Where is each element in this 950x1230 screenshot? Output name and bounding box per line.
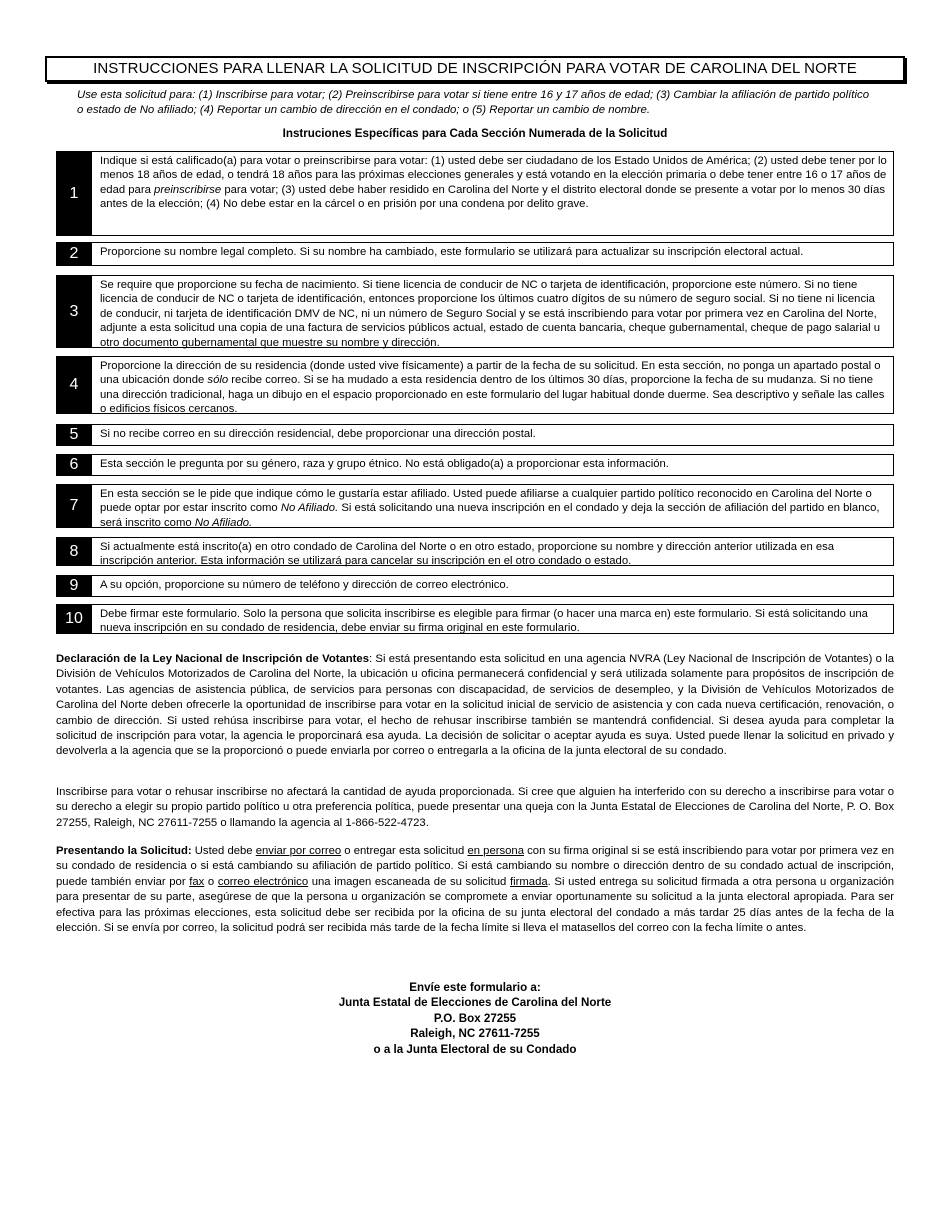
section-number: 5 <box>56 424 92 446</box>
intro-text: Use esta solicitud para: (1) Inscribirse para votar; (2) Preinscribirse para votar si tiene entre 16 y 17 años de edad; (3) Cambiar la afiliación de partido político o estado de No afiliado; (4) Reportar un cambio de dirección en el condado; o (5) Reportar un cambio de nombre. <box>77 89 870 116</box>
section-3 <box>56 275 894 348</box>
section-text: A su opción, proporcione su número de teléfono y dirección de correo electrónico. <box>92 575 894 597</box>
section-1 <box>56 151 894 236</box>
section-text: Proporcione su nombre legal completo. Si su nombre ha cambiado, este formulario se utilizará para actualizar su inscripción electoral actual. <box>92 242 894 266</box>
section-4 <box>56 356 894 414</box>
section-number: 4 <box>56 356 92 414</box>
mailing-address <box>56 980 894 1057</box>
submission-paragraph: Presentando la Solicitud: Usted debe enviar por correo o entregar esta solicitud en persona con su firma original si se está inscribiendo para votar por primera vez en su condado de residencia o si está cambiando su afiliación de partido político. Si está cambiando su nombre o dirección dentro de su condado actual de inscripción, puede también enviar por fax o correo electrónico una imagen escaneada de su solicitud firmada. Si usted entrega su solicitud firmada a otra persona u organización para presentar de su parte, asegúrese de que la persona u organización se compromete a enviar oportunamente su solicitud a la junta electoral apropiada. Para ser efectiva para las próximas elecciones, esta solicitud debe ser recibida por la oficina de su junta electoral del condado a más tardar 25 días antes de la fecha de la elección. Si se envía por correo, la solicitud podrá ser recibida más tarde de la fecha límite si lleva el matasellos del correo con la fecha límite o antes. <box>56 845 895 935</box>
section-text: Si actualmente está inscrito(a) en otro condado de Carolina del Norte o en otro estado, proporcione su nombre y dirección anterior utilizada en esa inscripción anterior. Esta información se utilizará para cancelar su inscripción en el otro condado o estado. <box>92 537 894 566</box>
address-line: Raleigh, NC 27611-7255 <box>410 1027 540 1041</box>
page-title: INSTRUCCIONES PARA LLENAR LA SOLICITUD DE INSCRIPCIÓN PARA VOTAR DE CAROLINA DEL NORTE <box>45 56 905 82</box>
section-9 <box>56 575 894 597</box>
address-line: Junta Estatal de Elecciones de Carolina del Norte <box>338 996 612 1010</box>
section-number: 7 <box>56 484 92 528</box>
section-6 <box>56 454 894 476</box>
section-text: Esta sección le pregunta por su género, raza y grupo étnico. No está obligado(a) a proporcionar esta información. <box>92 454 894 476</box>
section-2 <box>56 242 894 266</box>
address-line: o a la Junta Electoral de su Condado <box>373 1042 577 1056</box>
complaint-paragraph: Inscribirse para votar o rehusar inscribirse no afectará la cantidad de ayuda proporcionada. Si cree que alguien ha interferido con su derecho a inscribirse para votar o su derecho a elegir su propio partido político u otra preferencia política, puede presentar una queja con la Junta Estatal de Elecciones de Carolina del Norte, P. O. Box 27255, Raleigh, NC 27611-7255 o llamando la agencia al 1-866-522-4723. <box>56 786 894 829</box>
section-number: 10 <box>56 604 92 634</box>
section-number: 3 <box>56 275 92 348</box>
sections-subheading: Instruciones Específicas para Cada Sección Numerada de la Solicitud <box>282 127 668 140</box>
section-text: En esta sección se le pide que indique cómo le gustaría estar afiliado. Usted puede afiliarse a cualquier partido político reconocido en Carolina del Norte o puede optar por estar inscrito como No Afiliado. Si está solicitando una nueva inscripción en el condado y deja la sección de afiliación del partido en blanco, será inscrito como No Afiliado. <box>92 484 894 528</box>
address-line: Envíe este formulario a: <box>409 981 541 994</box>
section-text: Indique si está calificado(a) para votar o preinscribirse para votar: (1) usted debe ser ciudadano de los Estado Unidos de América; (2) usted debe tener por lo menos 18 años de edad, o tendrá 18 años para las próximas elecciones generales y está votando en la elección primaria o debe tener entre 16 o 17 años de edad para preinscribirse para votar; (3) usted debe haber residido en Carolina del Norte y el distrito electoral donde se presente a votar por lo menos 30 días antes de la elección; (4) No debe estar en la cárcel o en prisión por una condena por delito grave. <box>92 151 894 236</box>
section-7 <box>56 484 894 528</box>
section-number: 6 <box>56 454 92 476</box>
section-8 <box>56 537 894 566</box>
section-text: Debe firmar este formulario. Solo la persona que solicita inscribirse es elegible para firmar (o hacer una marca en) este formulario. Si está solicitando una nueva inscripción en su condado de residencia, debe enviar su firma original en este formulario. <box>92 604 894 634</box>
nvra-declaration: Declaración de la Ley Nacional de Inscripción de Votantes: Si está presentando esta solicitud en una agencia NVRA (Ley Nacional de Inscripción de Votantes) o la División de Vehículos Motorizados de Carolina del Norte, la ubicación u oficina permanecerá confidencial y será utilizada solamente para propósitos de inscripción de votantes. Las agencias de asistencia pública, de servicios para personas con discapacidad, de servicios de desempleo, y la División de Vehículos Motorizados de Carolina del Norte deben ofrecerle la oportunidad de inscribirse para votar en la solicitud inicial de servicio de asistencia y con cada nueva certificación, renovación, o cambio de dirección. Si usted rehúsa inscribirse para votar, el hecho de rehusar inscribirse también se mantendrá confidencial. Si desea ayuda para completar la solicitud de inscripción para votar, la agencia le proporcinará esa ayuda. La decisión de solicitar o aceptar ayuda es suya. Usted puede llenar la solicitud en privado y devolverla a la agencia que se la proporcionó o puede enviarla por correo o entregarla a la oficina de la junta electoral de su condado. <box>56 653 894 758</box>
section-10 <box>56 604 894 634</box>
address-line: P.O. Box 27255 <box>433 1011 517 1025</box>
section-number: 9 <box>56 575 92 597</box>
section-text: Proporcione la dirección de su residencia (donde usted vive físicamente) a partir de la fecha de su solicitud. En esta sección, no ponga un apartado postal o una ubicación donde sólo recibe correo. Si se ha mudado a esta residencia dentro de los últimos 30 días, proporcione la fecha de su mudanza. Si no tiene una dirección tradicional, haga un dibujo en el espacio proporcionado en este formulario del lugar habitual donde duerme. Sea descriptivo y señale las calles o edificios físicos cercanos. <box>92 356 894 414</box>
section-text: Se require que proporcione su fecha de nacimiento. Si tiene licencia de conducir de NC o tarjeta de identificación, proporcione este número. Si no tiene licencia de conducir de NC o tarjeta de identificación, entonces proporcione los últimos cuatro dígitos de su número de seguro social. Si no tiene ni licencia de conducir, ni tarjeta de identificación DMV de NC, ni un número de Seguro Social y se está inscribiendo para votar por primera vez en Carolina del Norte, adjunte a esta solicitud una copia de una factura de servicios públicos actual, estado de cuenta bancaria, cheque gubernamental, cheque de pago salarial u otro documento gubernamental que muestre su nombre y dirección. <box>92 275 894 348</box>
section-5 <box>56 424 894 446</box>
section-number: 2 <box>56 242 92 266</box>
section-number: 8 <box>56 537 92 566</box>
section-text: Si no recibe correo en su dirección residencial, debe proporcionar una dirección postal. <box>92 424 894 446</box>
section-number: 1 <box>56 151 92 236</box>
